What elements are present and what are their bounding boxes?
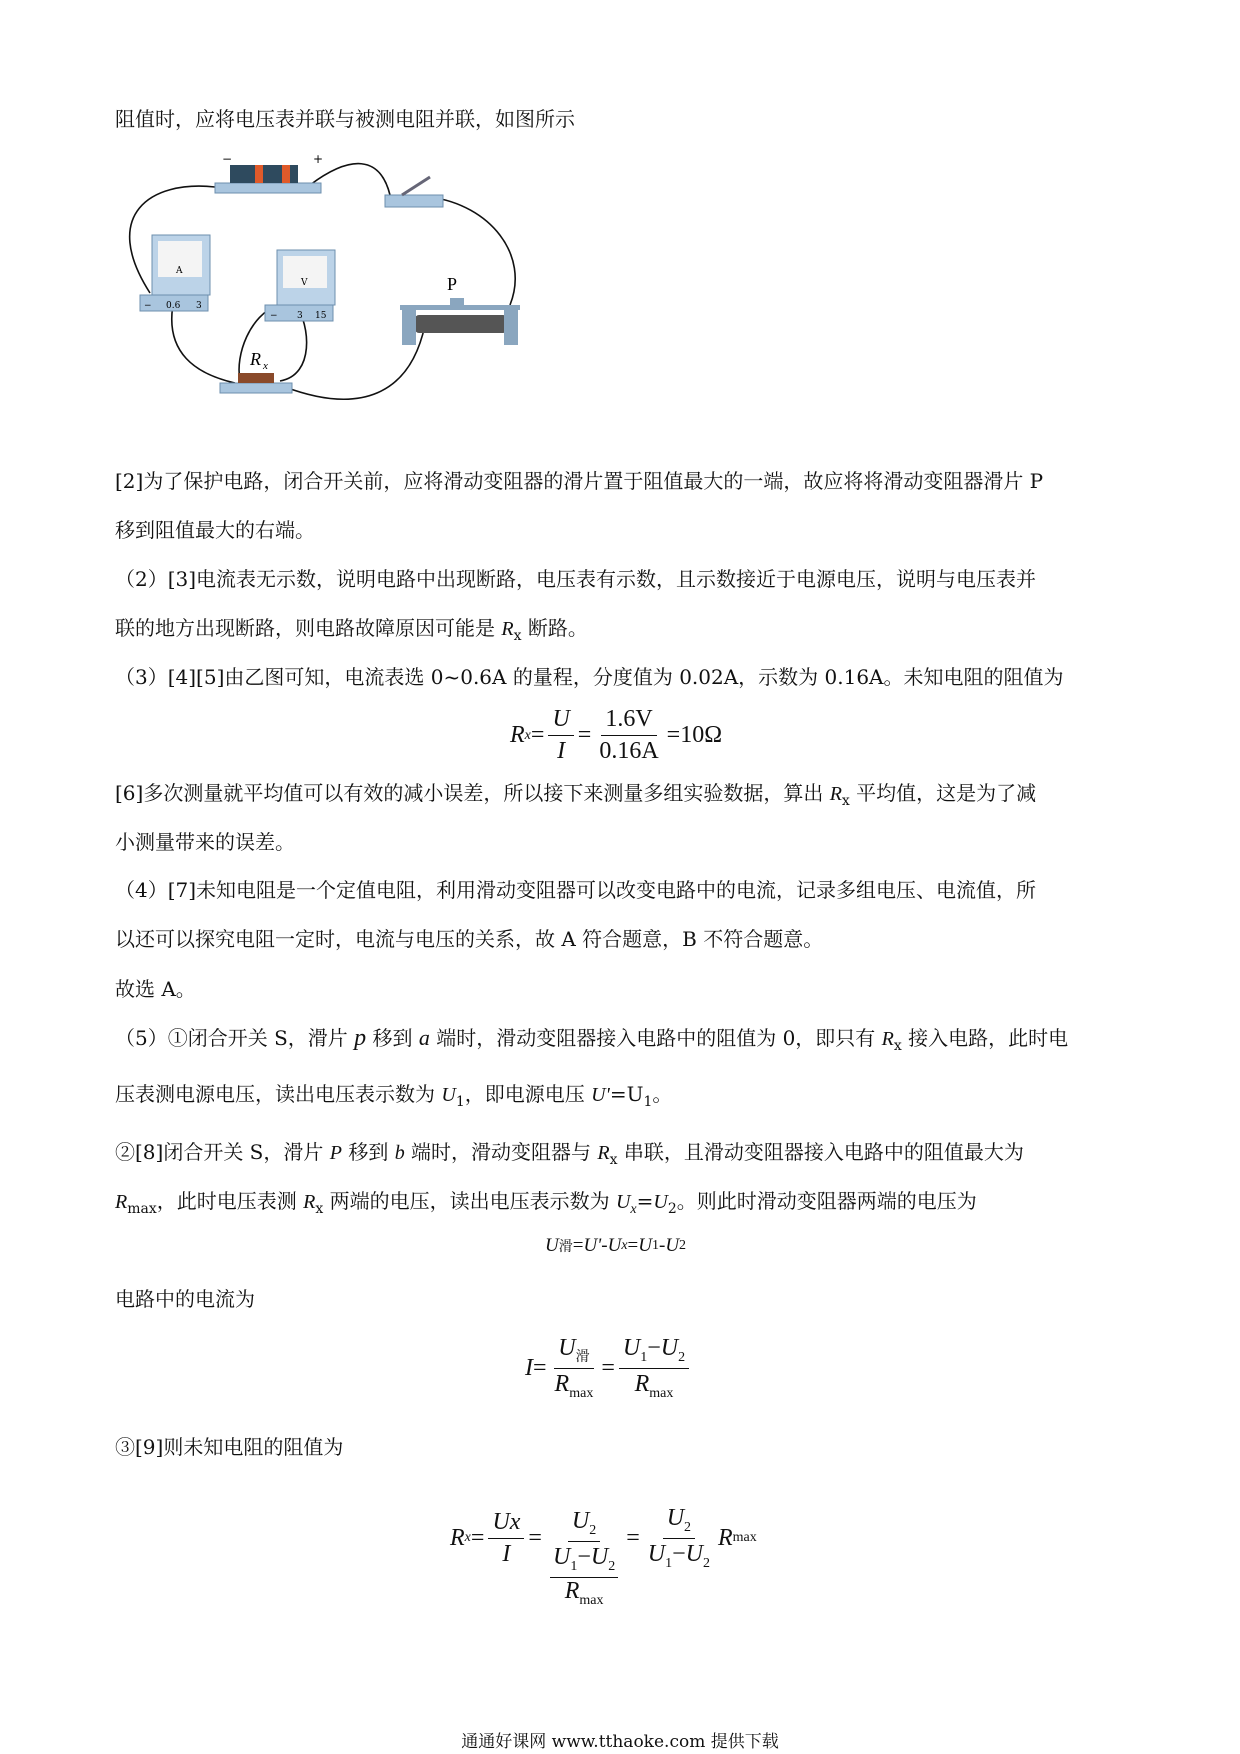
- text: [6]多次测量就平均值可以有效的减小误差，所以接下来测量多组实验数据，算出: [115, 781, 830, 805]
- text: 压表测电源电压，读出电压表示数为: [115, 1082, 442, 1106]
- sym: R: [450, 1524, 465, 1551]
- denominator: I: [502, 1540, 511, 1567]
- text: ，即电源电压: [464, 1082, 592, 1106]
- sym: U: [615, 1191, 631, 1213]
- sym: R: [717, 1524, 733, 1551]
- denominator: 0.16A: [599, 738, 659, 764]
- sym: 2: [679, 1238, 687, 1253]
- sym: P: [329, 1142, 342, 1164]
- sym: x: [609, 1152, 618, 1168]
- sym: R: [303, 1191, 316, 1213]
- ammeter-term: −: [144, 301, 152, 311]
- sym: =: [533, 1354, 547, 1381]
- sym: 2: [589, 1522, 597, 1538]
- sym: x: [621, 1238, 628, 1253]
- ammeter-term: 3: [196, 301, 202, 311]
- text-line: [115, 1139, 1024, 1173]
- sym: U: [665, 1235, 680, 1256]
- sym: 滑: [558, 1240, 573, 1255]
- sym: 2: [684, 1519, 692, 1535]
- sym: R: [829, 783, 842, 805]
- sym: U: [685, 1540, 703, 1567]
- sym: -: [601, 1235, 608, 1256]
- text-line: （4）[7]未知电阻是一个定值电阻，利用滑动变阻器可以改变电路中的电流，记录多组电压、电流值，所: [115, 878, 1037, 902]
- sym: =: [636, 1189, 654, 1213]
- sym: x: [841, 793, 850, 809]
- ammeter: [140, 235, 210, 311]
- sym: I: [525, 1354, 533, 1381]
- text-line: [2]为了保护电路，闭合开关前，应将滑动变阻器的滑片置于阻值最大的一端，故应将将滑动变阻器滑片 P: [115, 469, 1044, 493]
- sym: =: [528, 1524, 542, 1551]
- compound-fraction: [546, 1508, 622, 1608]
- sym: b: [394, 1142, 405, 1164]
- battery: [215, 155, 323, 193]
- text: ②[8]闭合开关 S，滑片: [115, 1140, 330, 1164]
- sym: U': [583, 1235, 602, 1256]
- text-line: 故选 A。: [115, 977, 196, 1001]
- sym: −: [577, 1543, 591, 1570]
- text-line: （3）[4][5]由乙图可知，电流表选 0~0.6A 的量程，分度值为 0.02A，示数为 0.16A。未知电阻的阻值为: [115, 665, 1064, 689]
- text-line: [115, 1025, 1068, 1059]
- text: 串联，且滑动变阻器接入电路中的阻值最大为: [617, 1140, 1024, 1164]
- fraction: [488, 1509, 524, 1568]
- voltmeter-term: 15: [315, 311, 327, 321]
- sym: 2: [608, 1558, 616, 1574]
- voltmeter-term: −: [270, 311, 278, 321]
- sym: 1: [455, 1094, 465, 1110]
- text: 。则此时滑动变阻器两端的电压为: [676, 1189, 977, 1213]
- voltmeter-letter: V: [301, 278, 308, 288]
- numerator: 1.6V: [601, 706, 656, 736]
- sym: U: [558, 1335, 576, 1361]
- text: =U: [609, 1082, 644, 1106]
- sym: R: [634, 1370, 650, 1397]
- sym: a: [418, 1025, 430, 1050]
- sym: p: [354, 1025, 367, 1051]
- circuit-diagram: [110, 155, 540, 405]
- text: ，此时电压表测: [156, 1189, 304, 1213]
- sym: R: [510, 722, 525, 748]
- text: 断路。: [521, 616, 588, 640]
- text-line: 阻值时，应将电压表并联与被测电阻并联，如图所示: [115, 107, 575, 131]
- sym: −: [672, 1540, 686, 1567]
- sym: =: [577, 722, 592, 748]
- formula-current: [525, 1335, 693, 1402]
- rx-label-sub: x: [263, 360, 268, 372]
- formula-rx-value: [510, 706, 722, 765]
- resistor-rx: [220, 349, 292, 393]
- sym: -: [658, 1235, 666, 1256]
- sym: 1: [665, 1555, 673, 1571]
- sym: 滑: [575, 1349, 590, 1365]
- sym: x: [464, 1530, 471, 1546]
- sym: −: [647, 1335, 661, 1361]
- numerator: Ux: [488, 1509, 524, 1539]
- sym: =: [627, 1235, 639, 1256]
- text: 接入电路，此时电: [901, 1026, 1069, 1050]
- sym: U: [647, 1540, 666, 1567]
- sym: U: [607, 1235, 622, 1256]
- sym: max: [649, 1385, 674, 1401]
- sym: R: [564, 1577, 580, 1604]
- sym: U: [622, 1335, 641, 1361]
- sym: 1: [570, 1558, 578, 1574]
- sym: 1: [651, 1238, 659, 1253]
- text-line: 以还可以探究电阻一定时，电流与电压的关系，故 A 符合题意，B 不符合题意。: [115, 927, 824, 951]
- sym: R: [597, 1142, 610, 1164]
- text-line: 电路中的电流为: [115, 1287, 255, 1311]
- slider-p-label: P: [447, 274, 458, 294]
- text: 平均值，这是为了减: [849, 781, 1037, 805]
- text: 端时，滑动变阻器与: [404, 1140, 598, 1164]
- sym: U: [653, 1191, 668, 1213]
- sym: max: [569, 1385, 594, 1401]
- fraction: [548, 706, 573, 765]
- sym: R: [501, 618, 514, 640]
- battery-minus: −: [222, 155, 233, 166]
- battery-plus: +: [313, 155, 324, 166]
- sym: =: [601, 1354, 615, 1381]
- sym: max: [579, 1592, 604, 1608]
- text: （5）①闭合开关 S，滑片: [115, 1026, 355, 1050]
- voltmeter-term: 3: [297, 311, 303, 321]
- voltmeter: [265, 250, 335, 321]
- text: 移到: [341, 1140, 395, 1164]
- sym: x: [524, 727, 531, 743]
- sym: U: [638, 1235, 652, 1256]
- sym: max: [732, 1530, 757, 1546]
- sym: U: [545, 1235, 559, 1256]
- ammeter-letter: A: [176, 266, 183, 276]
- sym: 1: [643, 1094, 653, 1110]
- text: 联的地方出现断路，则电路故障原因可能是: [115, 616, 502, 640]
- sym: 2: [702, 1555, 710, 1571]
- sym: max: [127, 1201, 157, 1217]
- formula-rx-final: [450, 1488, 757, 1608]
- text-line: [115, 1081, 672, 1115]
- sym: R: [554, 1370, 570, 1397]
- sym: U: [441, 1084, 456, 1106]
- sym: =: [530, 722, 545, 748]
- sym: 2: [667, 1201, 677, 1217]
- text-line: 移到阻值最大的右端。: [115, 518, 315, 542]
- sym: =: [470, 1524, 485, 1551]
- sym: =: [572, 1235, 584, 1256]
- sym: x: [630, 1202, 637, 1217]
- denominator: I: [557, 738, 566, 764]
- sym: x: [893, 1038, 902, 1054]
- sym: 1: [640, 1349, 648, 1365]
- text: 。: [652, 1082, 673, 1106]
- sym: U: [660, 1335, 679, 1361]
- result: =10Ω: [666, 722, 723, 748]
- sym: U: [571, 1508, 590, 1534]
- fraction: [644, 1505, 714, 1572]
- text-line: [115, 615, 588, 649]
- switch: [385, 177, 443, 207]
- text-line: [115, 780, 1036, 814]
- fraction: [551, 1335, 598, 1402]
- sym: =: [626, 1524, 640, 1551]
- sym: x: [315, 1201, 324, 1217]
- text: 移到: [366, 1026, 419, 1050]
- text-line: 小测量带来的误差。: [115, 830, 295, 854]
- sym: U: [552, 1543, 571, 1570]
- text-line: （2）[3]电流表无示数，说明电路中出现断路，电压表有示数，且示数接近于电源电压，说明与电压表并: [115, 567, 1037, 591]
- sym: U: [666, 1504, 685, 1531]
- rx-label: R: [250, 349, 261, 369]
- fraction: [619, 1335, 689, 1402]
- text-line: ③[9]则未知电阻的阻值为: [115, 1435, 344, 1459]
- ammeter-term: 0.6: [166, 301, 181, 311]
- fraction: [595, 706, 662, 765]
- text: 端时，滑动变阻器接入电路中的阻值为 0，即只有: [429, 1026, 882, 1050]
- sym: R: [881, 1028, 894, 1050]
- formula-u-slide: [545, 1235, 686, 1257]
- sym: 2: [678, 1349, 686, 1365]
- numerator: U: [548, 706, 573, 736]
- sym: U: [590, 1543, 609, 1570]
- sym: U': [591, 1084, 610, 1106]
- text: 两端的电压，读出电压表示数为: [323, 1189, 616, 1213]
- sym: x: [513, 628, 522, 644]
- sym: R: [115, 1191, 128, 1213]
- text-line: [115, 1188, 977, 1223]
- footer-watermark: 通通好课网 www.tthaoke.com 提供下载: [461, 1732, 779, 1752]
- rheostat: [400, 274, 520, 345]
